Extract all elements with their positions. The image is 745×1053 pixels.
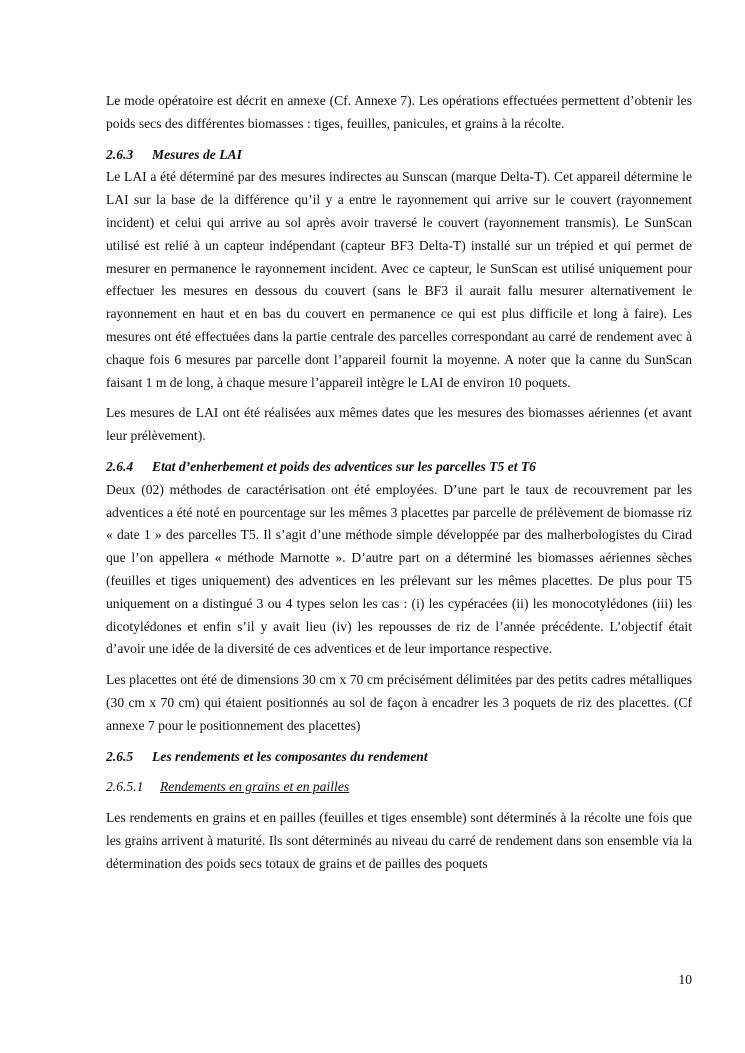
section-heading-2-6-3 xyxy=(106,144,692,167)
weeds-paragraph-1: Deux (02) méthodes de caractérisation ont été employées. D’une part le taux de recouvrement par les adventices a été noté en pourcentage sur les mêmes 3 placettes par parcelle de prélèvement de biomasse riz « date 1 » des parcelles T5. Il s’agit d’une méthode simple développée par des malherbologistes du Cirad que l’on appellera « méthode Marnotte ». D’autre part on a déterminé les biomasses aériennes sèches (feuilles et tiges uniquement) des adventices en les prélevant sur les mêmes placettes. De plus pour T5 uniquement on a distingué 3 ou 4 types selon les cas : (i) les cypéracées (ii) les monocotylédones (iii) les dicotylédones et enfin s’il y avait lieu (iv) les repousses de riz de l’année précédente. L’objectif était d’avoir une idée de la diversité de ces adventices et de leur importance respective. xyxy=(106,481,692,657)
section-title: Mesures de LAI xyxy=(152,146,242,162)
section-number: 2.6.4 xyxy=(106,458,134,474)
page-number: 10 xyxy=(678,972,692,987)
weeds-paragraph-2: Les placettes ont été de dimensions 30 cm x 70 cm précisément délimitées par des petits cadres métalliques (30 cm x 70 cm) qui étaient positionnés au sol de façon à encadrer les 3 poquets de riz des placettes. (Cf annexe 7 pour le positionnement des placettes) xyxy=(106,672,692,733)
subsection-title: Rendements en grains et en pailles xyxy=(160,779,350,795)
section-heading-2-6-4 xyxy=(106,456,692,479)
subsection-number: 2.6.5.1 xyxy=(106,779,144,795)
section-number: 2.6.5 xyxy=(106,748,134,764)
section-title: Les rendements et les composantes du rendement xyxy=(152,748,428,764)
section-heading-2-6-5 xyxy=(106,746,692,769)
intro-paragraph: Le mode opératoire est décrit en annexe (Cf. Annexe 7). Les opérations effectuées permettent d’obtenir les poids secs des différentes biomasses : tiges, feuilles, panicules, et grains à la récolte. xyxy=(106,93,692,131)
subsection-heading-2-6-5-1 xyxy=(106,776,692,799)
section-number: 2.6.3 xyxy=(106,146,134,162)
document-page xyxy=(106,90,692,884)
lai-paragraph-2: Les mesures de LAI ont été réalisées aux mêmes dates que les mesures des biomasses aériennes (et avant leur prélèvement). xyxy=(106,405,692,444)
section-title: Etat d’enherbement et poids des adventices sur les parcelles T5 et T6 xyxy=(152,458,536,474)
yield-paragraph: Les rendements en grains et en pailles (feuilles et tiges ensemble) sont déterminés à la récolte une fois que les grains arrivent à maturité. Ils sont déterminés au niveau du carré de rendement dans son ensemble via la détermination des poids secs totaux de grains et de pailles des poquets xyxy=(106,810,692,871)
lai-paragraph-1: Le LAI a été déterminé par des mesures indirectes au Sunscan (marque Delta-T). Cet appareil détermine le LAI sur la base de la différence qu’il y a entre le rayonnement qui arrive sur le couvert (rayonnement incident) et celui qui arrive au sol après avoir traversé le couvert (rayonnement transmis). Le SunScan utilisé est relié à un capteur indépendant (capteur BF3 Delta-T) installé sur un trépied et qui permet de mesurer en permanence le rayonnement incident. Avec ce capteur, le SunScan est utilisé uniquement pour effectuer les mesures en dessous du couvert (sans le BF3 il aurait fallu mesurer alternativement le rayonnement en haut et en bas du couvert en permanence ce qui est plus difficile et long à faire). Les mesures ont été effectuées dans la partie centrale des parcelles correspondant au carré de rendement avec à chaque fois 6 mesures par parcelle dont l’appareil fournit la moyenne. A noter que la canne du SunScan faisant 1 m de long, à chaque mesure l’appareil intègre le LAI de environ 10 poquets. xyxy=(106,169,692,390)
